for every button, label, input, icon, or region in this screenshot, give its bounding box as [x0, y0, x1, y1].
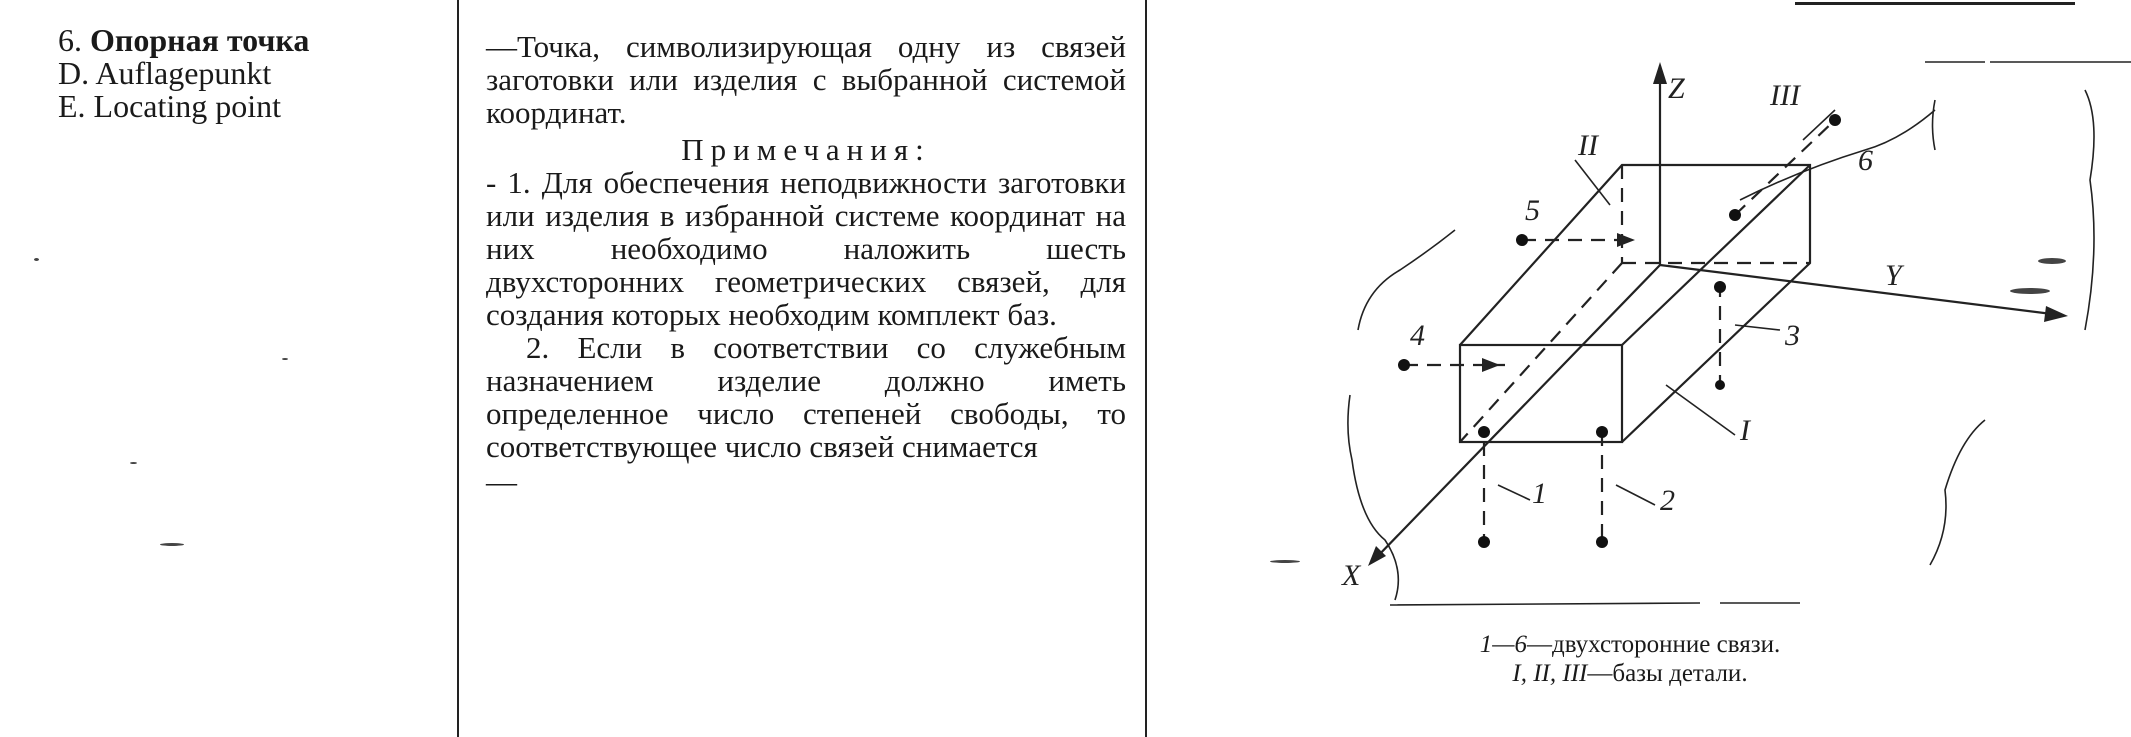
caption-line-2	[1300, 659, 1960, 688]
scan-speck	[130, 462, 137, 464]
caption-line2-num: I, II, III	[1512, 660, 1588, 687]
label-2: 2	[1660, 484, 1675, 517]
axis-z-label: Z	[1668, 72, 1685, 105]
caption-line1-text: —двухсторонние связи.	[1527, 631, 1781, 658]
definition-column	[486, 30, 1126, 498]
label-1: 1	[1532, 477, 1547, 510]
figure-caption	[1300, 630, 1960, 688]
caption-line-1	[1300, 630, 1960, 659]
label-6: 6	[1858, 144, 1873, 177]
label-5: 5	[1525, 194, 1540, 227]
scan-speck	[282, 358, 288, 360]
term-ru-line	[58, 24, 418, 57]
outline-boundary	[1348, 62, 2131, 605]
term-column	[58, 24, 418, 123]
caption-line1-num: 1—6	[1479, 631, 1528, 658]
label-3: 3	[1785, 319, 1800, 352]
note-1: - 1. Для обеспечения неподвижности заготовки или изделия в избранной системе координат на них необходимо наложить шесть двухсторонних геометрических связей, для создания которых необходим комплект баз.	[486, 165, 1126, 332]
scan-speck	[2038, 258, 2066, 264]
scan-speck	[2010, 288, 2050, 294]
scan-speck	[160, 543, 184, 546]
column-divider-left	[457, 0, 459, 737]
notes-heading: Примечания:	[681, 132, 931, 167]
term-en: E. Locating point	[58, 88, 282, 124]
base-label-3: III	[1770, 79, 1800, 112]
term-de: D. Auflagepunkt	[58, 55, 272, 91]
scan-speck	[1270, 560, 1300, 563]
scan-speck	[34, 258, 39, 261]
note-2: 2. Если в соответствии со служебным назначением изделие должно иметь определенное число степеней свободы, то соответствующее число связей снимается	[486, 330, 1126, 464]
axis-y-label: Y	[1885, 259, 1902, 292]
label-4: 4	[1410, 319, 1425, 352]
locating-points-diagram	[1300, 0, 2131, 737]
definition-text: —Точка, символизирующая одну из связей заготовки или изделия с выбранной системой координат.	[486, 29, 1126, 130]
base-label-2: II	[1578, 129, 1598, 162]
term-number: 6.	[58, 22, 82, 58]
axis-x-label: X	[1342, 559, 1361, 592]
caption-line2-text: —базы детали.	[1587, 660, 1748, 687]
column-divider-right	[1145, 0, 1147, 737]
trailing-dash: —	[486, 464, 517, 499]
term-ru: Опорная точка	[90, 22, 310, 58]
base-label-1: I	[1740, 414, 1750, 447]
